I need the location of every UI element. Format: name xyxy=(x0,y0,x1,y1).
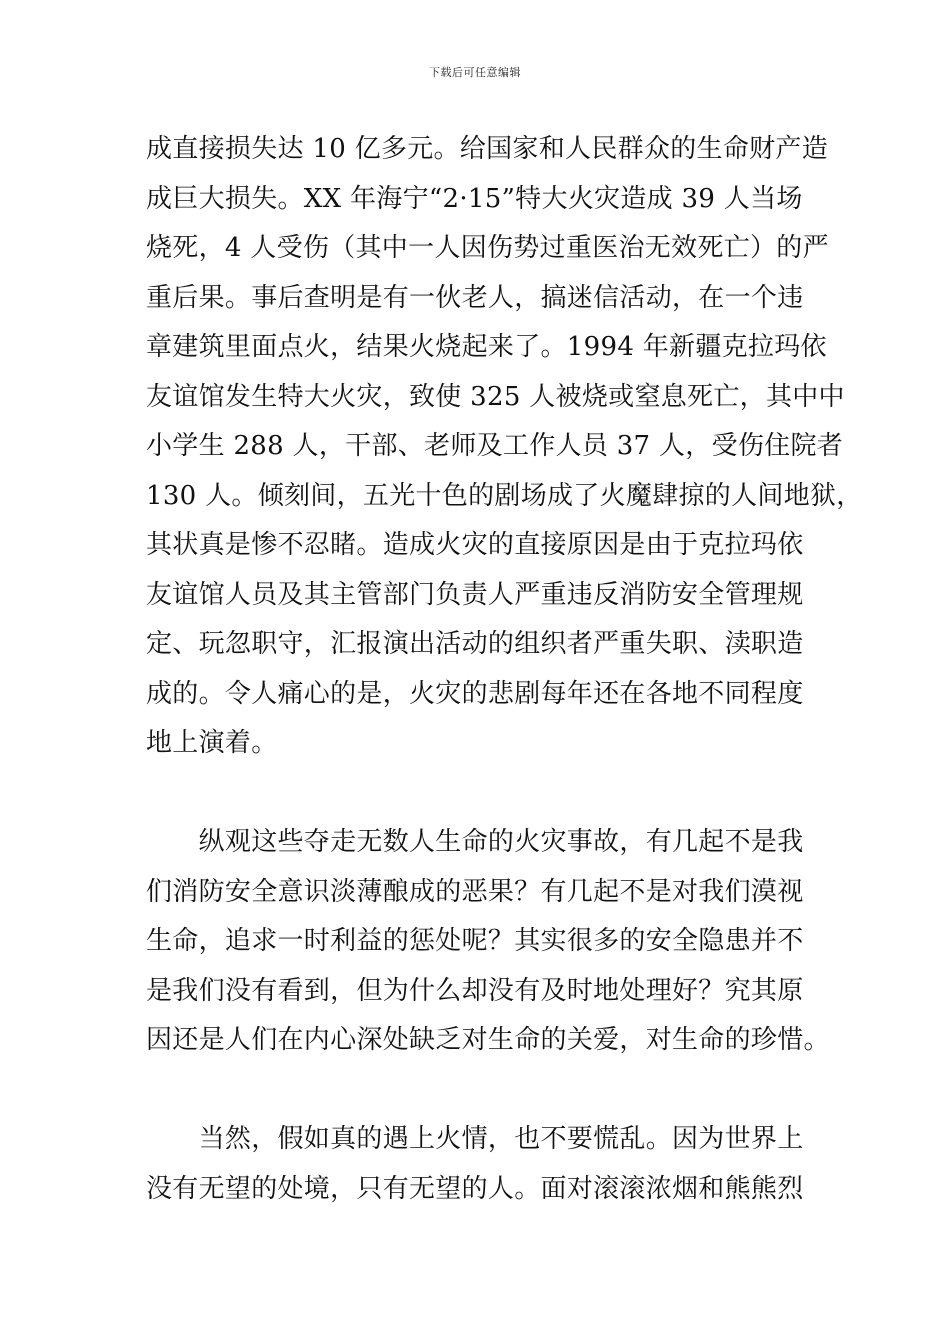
text-line: 们消防安全意识淡薄酿成的恶果？有几起不是对我们漠视 xyxy=(146,876,804,907)
text-line: 纵观这些夺走无数人生命的火灾事故，有几起不是我 xyxy=(146,827,804,857)
text-line: 生命，追求一时利益的惩处呢？其实很多的安全隐患并不 xyxy=(146,926,804,956)
text-line: 成巨大损失。XX 年海宁“2·15”特大火灾造成 39 人当场 xyxy=(146,183,803,214)
text-line: 是我们没有看到，但为什么却没有及时地处理好？究其原 xyxy=(146,975,804,1006)
text-line: 没有无望的处境，只有无望的人。面对滚滚浓烟和熊熊烈 xyxy=(146,1173,804,1204)
paragraph-spacer xyxy=(146,769,808,819)
text-line: 当然，假如真的遇上火情，也不要慌乱。因为世界上 xyxy=(146,1124,804,1154)
paragraph-3 xyxy=(146,1115,808,1214)
text-line: 成直接损失达 10 亿多元。给国家和人民群众的生命财产造 xyxy=(146,134,829,164)
text-line: 地上演着。 xyxy=(146,728,278,758)
download-note: 下载后可任意编辑 xyxy=(429,66,521,79)
paragraph-1 xyxy=(146,125,863,769)
text-line: 其状真是惨不忍睹。造成火灾的直接原因是由于克拉玛依 xyxy=(146,530,804,560)
document-body xyxy=(146,125,863,1214)
text-line: 成的。令人痛心的是，火灾的悲剧每年还在各地不同程度 xyxy=(146,678,804,709)
text-line: 烧死，4 人受伤（其中一人因伤势过重医治无效死亡）的严 xyxy=(146,233,829,263)
text-line: 章建筑里面点火，结果火烧起来了。1994 年新疆克拉玛依 xyxy=(146,332,827,362)
text-line: 小学生 288 人，干部、老师及工作人员 37 人，受伤住院者 xyxy=(146,431,844,461)
paragraph-spacer xyxy=(146,1066,808,1116)
text-line: 定、玩忽职守，汇报演出活动的组织者严重失职、渎职造 xyxy=(146,629,804,659)
paragraph-2 xyxy=(146,818,830,1066)
text-line: 130 人。倾刻间，五光十色的剧场成了火魔肆掠的人间地狱， xyxy=(146,480,863,511)
text-line: 因还是人们在内心深处缺乏对生命的关爱，对生命的珍惜。 xyxy=(146,1025,830,1055)
text-line: 友谊馆人员及其主管部门负责人严重违反消防安全管理规 xyxy=(146,579,804,610)
text-line: 友谊馆发生特大火灾，致使 325 人被烧或窒息死亡，其中中 xyxy=(146,381,845,412)
text-line: 重后果。事后查明是有一伙老人，搞迷信活动，在一个违 xyxy=(146,282,804,313)
